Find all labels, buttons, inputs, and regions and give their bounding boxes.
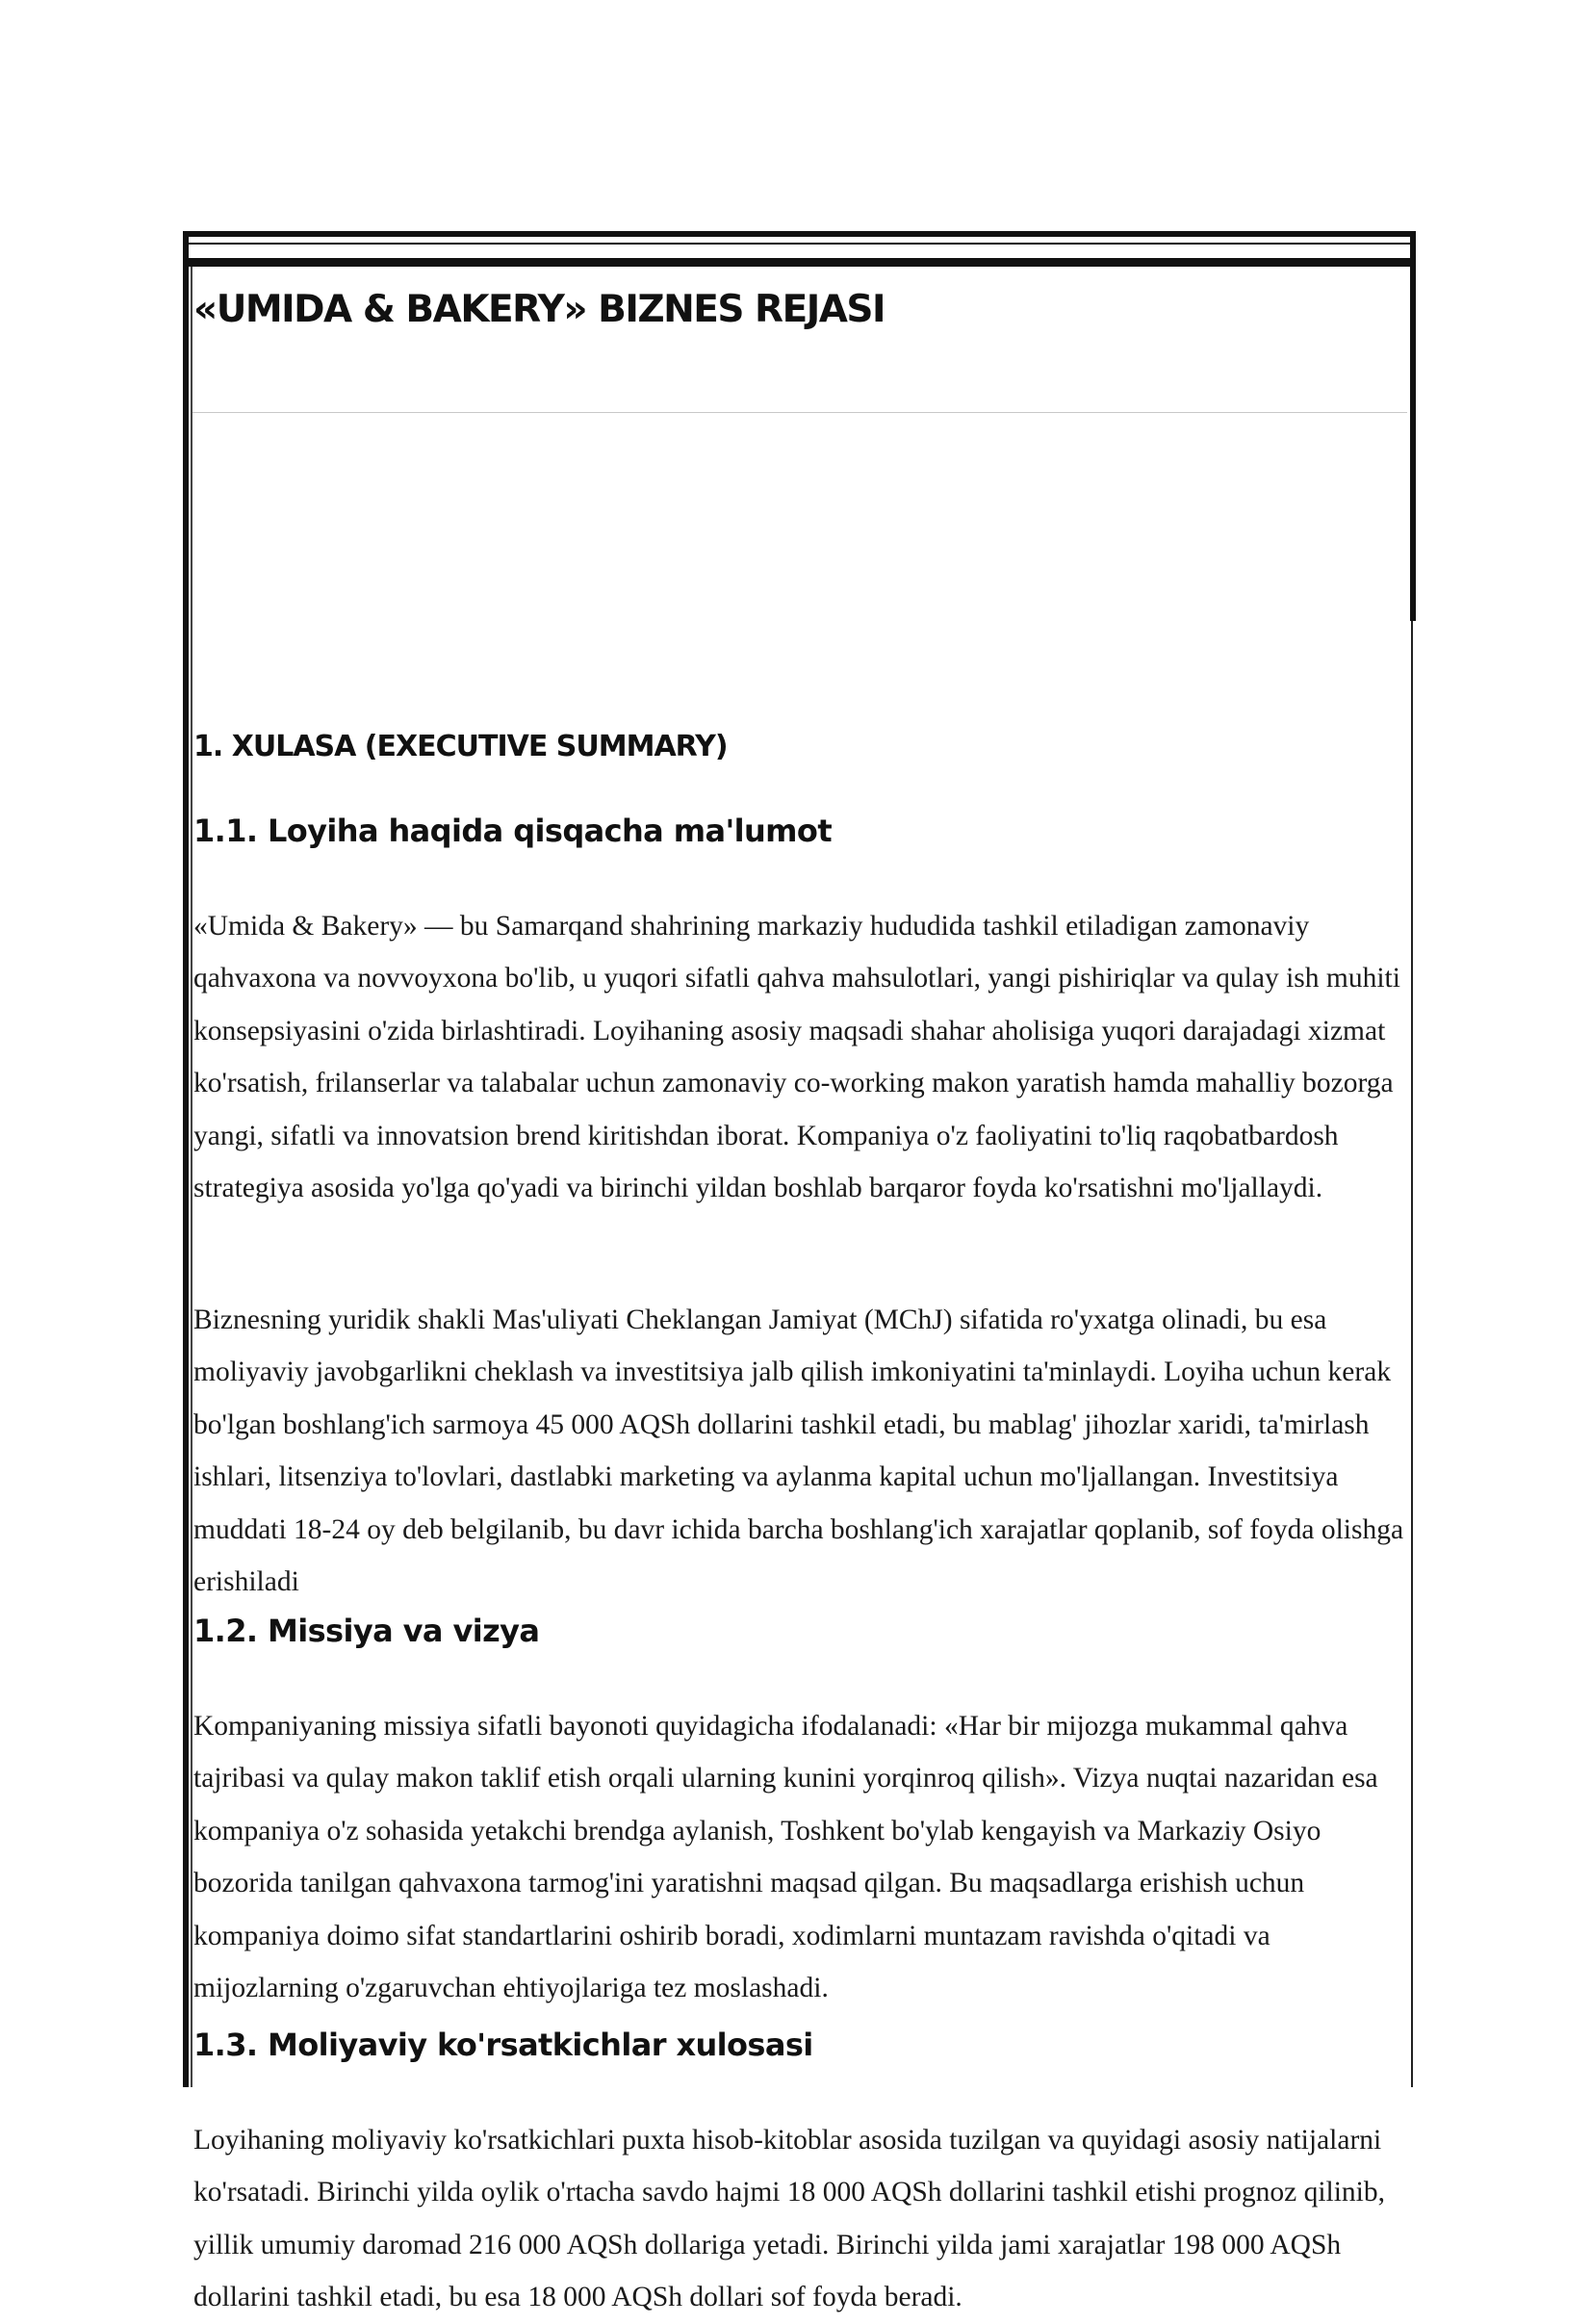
subsection-heading-1-2: 1.2. Missiya va vizya bbox=[193, 1613, 540, 1649]
document-body bbox=[193, 270, 1404, 2313]
paragraph-1-1-a: «Umida & Bakery» — bu Samarqand shahrining markaziy hududida tashkil etiladigan zamonaviy qahvaxona va novvoyxona bo'lib, u yuqori sifatli qahva mahsulotlari, yangi pishiriqlar va qulay ish muhiti konsepsiyasini o'zida birlashtiradi. Loyihaning asosiy maqsadi shahar aholisiga yuqori darajadagi xizmat ko'rsatish, frilanserlar va talabalar uchun zamonaviy co-working makon yaratish hamda mahalliy bozorga yangi, sifatli va innovatsion brend kiritishdan iborat. Kompaniya o'z faoliyatini to'liq raqobatbardosh strategiya asosida yo'lga qo'yadi va birinchi yildan boshlab barqaror foyda ko'rsatishni mo'ljallaydi. bbox=[193, 911, 1400, 1204]
document-title: «UMIDA & BAKERY» BIZNES REJASI bbox=[193, 288, 885, 331]
frame-left-inner-border bbox=[191, 267, 192, 2087]
subsection-heading-1-3: 1.3. Moliyaviy ko'rsatkichlar xulosasi bbox=[193, 2027, 813, 2063]
title-divider bbox=[192, 412, 1407, 413]
frame-left-border bbox=[183, 231, 189, 2087]
paragraph-1-1-b: Biznesning yuridik shakli Mas'uliyati Cheklangan Jamiyat (MChJ) sifatida ro'yxatga olinadi, bu esa moliyaviy javobgarlikni cheklash va investitsiya jalb qilish imkoniyatini ta'minlaydi. Loyiha uchun kerak bo'lgan boshlang'ich sarmoya 45 000 AQSh dollarini tashkil etadi, bu mablag' jihozlar xaridi, ta'mirlash ishlari, litsenziya to'lovlari, dastlabki marketing va aylanma kapital uchun mo'ljallangan. Investitsiya muddati 18-24 oy deb belgilanib, bu davr ichida barcha boshlang'ich xarajatlar qoplanib, sof foyda olishga erishiladi bbox=[193, 1304, 1404, 1598]
paragraph-1-2-a: Kompaniyaning missiya sifatli bayonoti quyidagicha ifodalanadi: «Har bir mijozga mukammal qahva tajribasi va qulay makon taklif etish orqali ularning kunini yorqinroq qilish». Vizya nuqtai nazaridan esa kompaniya o'z sohasida yetakchi brendga aylanish, Toshkent bo'ylab kengayish va Markaziy Osiyo bozorida tanilgan qahvaxona tarmog'ini yaratishni maqsad qilgan. Bu maqsadlarga erishish uchun kompaniya doimo sifat standartlarini oshirib boradi, xodimlarni muntazam ravishda o'qitadi va mijozlarning o'zgaruvchan ehtiyojlariga tez moslashadi. bbox=[193, 1711, 1378, 2004]
frame-right-border bbox=[1410, 231, 1416, 621]
section-heading-1: 1. XULASA (EXECUTIVE SUMMARY) bbox=[193, 730, 728, 763]
frame-top-inner-border bbox=[185, 243, 1414, 245]
frame-top-thick-border bbox=[183, 258, 1416, 267]
frame-top-border bbox=[183, 231, 1416, 237]
subsection-heading-1-1: 1.1. Loyiha haqida qisqacha ma'lumot bbox=[193, 813, 833, 849]
paragraph-1-3-a: Loyihaning moliyaviy ko'rsatkichlari puxta hisob-kitoblar asosida tuzilgan va quyidagi asosiy natijalarni ko'rsatadi. Birinchi yilda oylik o'rtacha savdo hajmi 18 000 AQSh dollarini tashkil etishi prognoz qilinib, yillik umumiy daromad 216 000 AQSh dollariga yetadi. Birinchi yilda jami xarajatlar 198 000 AQSh dollarini tashkil etadi, bu esa 18 000 AQSh dollari sof foyda beradi. bbox=[193, 2125, 1385, 2313]
frame-right-thin-border bbox=[1411, 621, 1413, 2087]
